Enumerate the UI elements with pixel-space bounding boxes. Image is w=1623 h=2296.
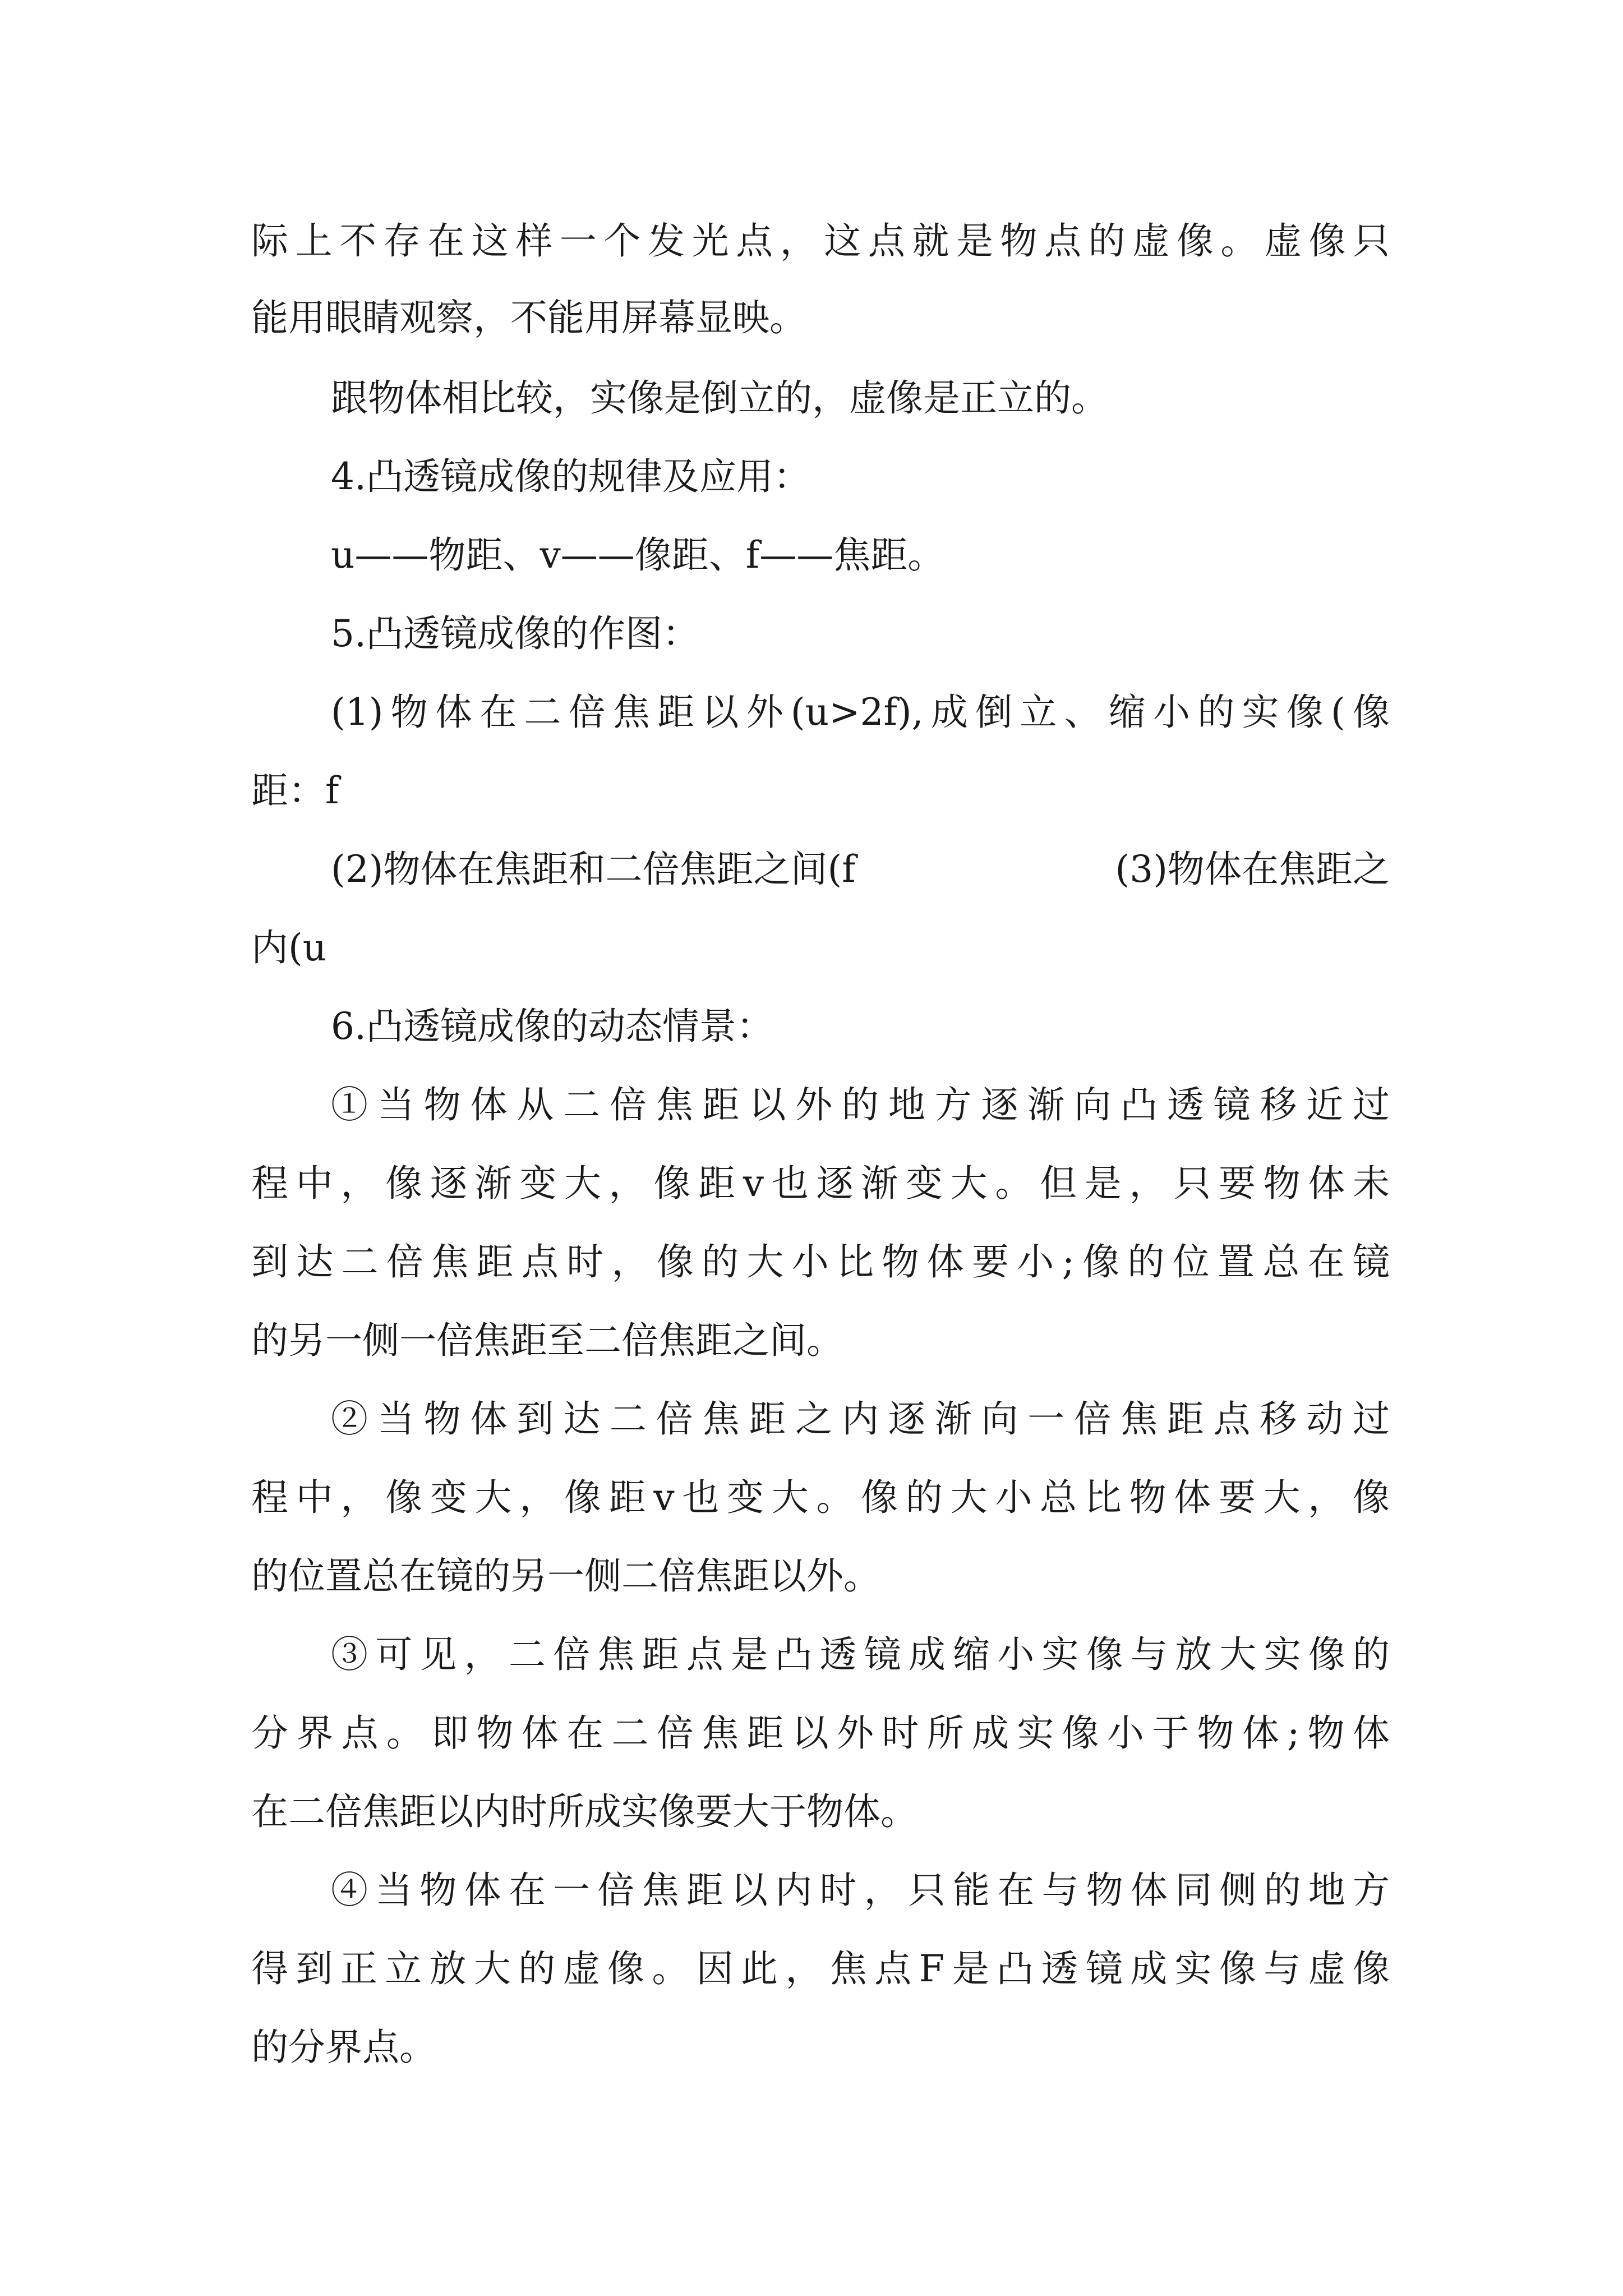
section-heading: 6.凸透镜成像的动态情景： — [331, 1005, 773, 1048]
text-line: 的分界点。 — [251, 2026, 436, 2069]
text-line: (1)物体在二倍焦距以外(u>2f),成倒立、缩小的实像(像 — [331, 691, 1390, 734]
text-segment: (2)物体在焦距和二倍焦距之间(f — [331, 848, 856, 891]
text-line: 得到正立放大的虚像。因此，焦点F是凸透镜成实像与虚像 — [251, 1947, 1390, 1990]
text-line: ④当物体在一倍焦距以内时，只能在与物体同侧的地方 — [331, 1869, 1390, 1912]
text-line: 的另一侧一倍焦距至二倍焦距之间。 — [251, 1319, 843, 1362]
text-line: 的位置总在镜的另一侧二倍焦距以外。 — [251, 1554, 880, 1598]
text-line: ①当物体从二倍焦距以外的地方逐渐向凸透镜移近过 — [331, 1083, 1390, 1126]
section-heading: 4.凸透镜成像的规律及应用： — [331, 455, 810, 498]
text-line: 分界点。即物体在二倍焦距以外时所成实像小于物体;物体 — [251, 1711, 1390, 1755]
text-line-split — [331, 830, 1390, 909]
text-segment: (3)物体在焦距之 — [1115, 848, 1390, 891]
text-line: u——物距、v——像距、f——焦距。 — [331, 533, 945, 577]
text-line: 在二倍焦距以内时所成实像要大于物体。 — [251, 1790, 917, 1833]
section-heading: 5.凸透镜成像的作图： — [331, 612, 699, 655]
text-line: 距：f — [251, 769, 339, 812]
text-line: 内(u — [251, 926, 327, 969]
text-line: 程中，像变大，像距v也变大。像的大小总比物体要大，像 — [251, 1476, 1390, 1519]
text-line: ②当物体到达二倍焦距之内逐渐向一倍焦距点移动过 — [331, 1397, 1390, 1441]
text-line: 到达二倍焦距点时，像的大小比物体要小;像的位置总在镜 — [251, 1240, 1390, 1283]
text-line: ③可见，二倍焦距点是凸透镜成缩小实像与放大实像的 — [331, 1633, 1390, 1676]
text-line: 程中，像逐渐变大，像距v也逐渐变大。但是，只要物体未 — [251, 1162, 1390, 1205]
text-line: 跟物体相比较，实像是倒立的，虚像是正立的。 — [331, 376, 1108, 420]
text-line: 能用眼睛观察，不能用屏幕显映。 — [251, 296, 806, 339]
text-line: 际上不存在这样一个发光点，这点就是物点的虚像。虚像只 — [251, 219, 1390, 263]
